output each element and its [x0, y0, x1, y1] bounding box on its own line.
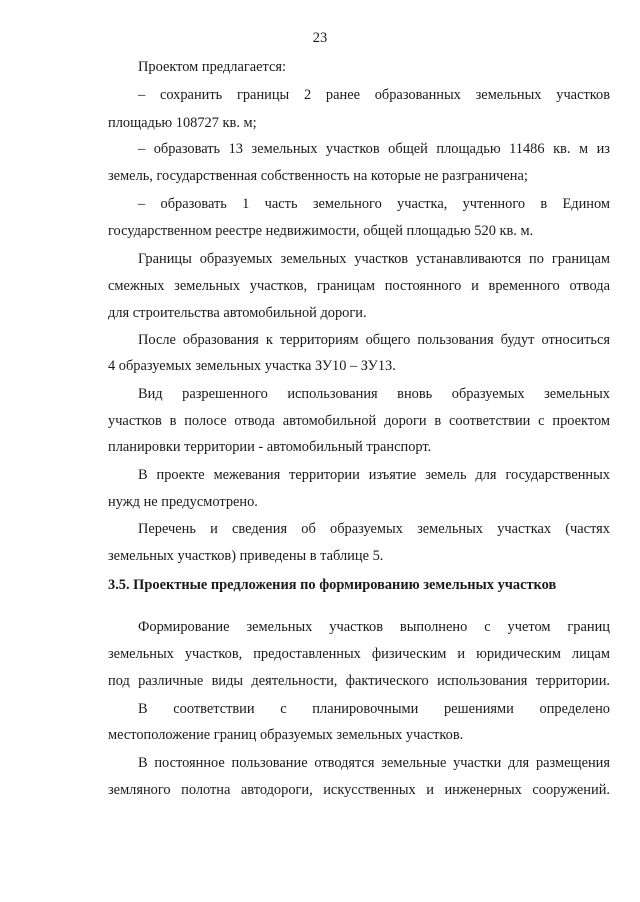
text-line: местоположение границ образуемых земельных участков. — [108, 727, 464, 743]
text-line: В соответствии с планировочными решениями определено — [138, 701, 610, 717]
text-line: нужд не предусмотрено. — [108, 494, 258, 510]
text-line: земель, государственная собственность на которые не разграничена; — [108, 168, 528, 184]
text-line: участков в полосе отвода автомобильной дороги в соответствии с проектом — [108, 413, 610, 429]
text-line: – сохранить границы 2 ранее образованных земельных участков — [138, 87, 610, 103]
text-line: В постоянное пользование отводятся земельные участки для размещения — [138, 755, 610, 771]
text-line: Перечень и сведения об образуемых земельных участках (частях — [138, 521, 610, 537]
page-number: 23 — [312, 30, 328, 46]
text-line: земляного полотна автодороги, искусственных и инженерных сооружений. — [108, 782, 610, 798]
text-line: 4 образуемых земельных участка ЗУ10 – ЗУ13. — [108, 358, 396, 374]
text-line: планировки территории - автомобильный транспорт. — [108, 439, 432, 455]
body-text — [108, 0, 610, 902]
text-line: В проекте межевания территории изъятие земель для государственных — [138, 467, 610, 483]
text-line: Проектом предлагается: — [138, 59, 287, 75]
text-line: смежных земельных участков, границам постоянного и временного отвода — [108, 278, 610, 294]
section-heading: 3.5. Проектные предложения по формированию земельных участков — [108, 577, 557, 593]
text-line: под различные виды деятельности, фактического использования территории. — [108, 673, 610, 689]
text-line: – образовать 1 часть земельного участка, учтенного в Едином — [138, 196, 610, 212]
text-line: Границы образуемых земельных участков устанавливаются по границам — [138, 251, 610, 267]
text-line: Формирование земельных участков выполнено с учетом границ — [138, 619, 610, 635]
text-line: земельных участков, предоставленных физическим и юридическим лицам — [108, 646, 610, 662]
text-line: для строительства автомобильной дороги. — [108, 305, 367, 321]
text-line: – образовать 13 земельных участков общей площадью 11486 кв. м из — [138, 141, 610, 157]
text-line: площадью 108727 кв. м; — [108, 115, 257, 131]
text-line: Вид разрешенного использования вновь образуемых земельных — [138, 386, 610, 402]
text-line: государственном реестре недвижимости, общей площадью 520 кв. м. — [108, 223, 534, 239]
text-line: После образования к территориям общего пользования будут относиться — [138, 332, 610, 348]
text-line: земельных участков) приведены в таблице 5. — [108, 548, 384, 564]
